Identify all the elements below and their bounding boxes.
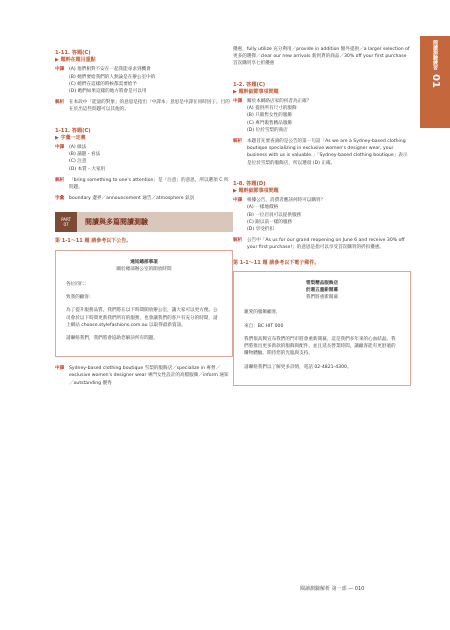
option-b: (B) 一位店員可以提供服務	[247, 212, 302, 218]
side-tab-label: 閱讀測驗練習	[432, 40, 438, 70]
left-column	[55, 46, 233, 387]
email-box	[233, 271, 411, 386]
question-subhead: ▶ 題幹細節事項問題	[233, 88, 279, 95]
question-range-label: 第 1-1〜11 題 請參考以下電子郵件。	[233, 259, 320, 266]
explanation-block	[233, 237, 411, 251]
option-a: (A) 做法	[69, 145, 87, 151]
option-b: (B) 議題・看法	[69, 152, 101, 158]
email-closing: 請聯絡我們以了解更多詳情，電話 02-4821-4300。	[244, 364, 352, 370]
notice-body: 為了提升服務品質，我們將在以下時間開放辦公室，讓大家可以更方便。公司會於以下時間更新我們所有的服務，也會讓我們的客戶有充分的時間，請上網站 choose.stylefashions.com.au 以取得最新資訊。	[66, 308, 218, 328]
question-text: 關於本網路店家的何者為正確？	[247, 99, 312, 105]
translation-block	[233, 98, 411, 105]
option-c: (C) 跟以前一樣的服務	[247, 219, 293, 225]
side-tab-number: 01	[430, 74, 441, 88]
part-badge-number: 07	[63, 222, 69, 228]
translation-block	[55, 365, 233, 387]
notice-greeting: 致我的顧客：	[66, 295, 94, 301]
option-c: (C) 注意	[69, 159, 87, 165]
vocab-text: boundary 邊界／announcement 通告／atmosphere 氣氛	[69, 196, 195, 202]
translation-block	[55, 66, 233, 73]
option-d: (D) 享受折扣	[247, 227, 274, 233]
chapter-side-tab[interactable]	[420, 36, 450, 128]
question-head: 1-11. 答題(C)	[55, 127, 91, 134]
email-body: 我們很高興宣布我們的門市將會重新開幕，這是我們多年來的心血結晶。我們將推出更多新款的服飾與配件，並且延長營業時間，讓顧客能有更舒適的購物體驗。期待您的光臨與支持。	[244, 336, 396, 357]
part-badge	[55, 212, 77, 232]
explanation-block	[233, 138, 411, 167]
vocab-label: 字彙	[55, 196, 65, 202]
part-title: 閱讀與多篇閱讀測驗	[85, 217, 148, 226]
notice-box	[55, 250, 233, 358]
question-head: 1-8. 答題(D)	[233, 180, 266, 187]
page-footer: 閱讀測驗解析 第一部 — 010	[300, 586, 365, 592]
explanation-block	[55, 99, 233, 113]
explanation-block	[55, 177, 233, 191]
explanation-label: 解析	[55, 177, 65, 183]
question-subhead: ▶ 題幹在題目重點	[55, 57, 96, 64]
option-a: (A) 提供所有尺寸的服飾	[247, 106, 297, 112]
part-banner	[55, 212, 233, 232]
notice-closing: 請聯絡我們，我們將會協助您解決所有問題。	[66, 336, 158, 342]
translation-label: 中譯	[233, 198, 243, 204]
vocab-block	[55, 195, 233, 202]
right-column	[233, 46, 411, 394]
option-c: (C) 專門販售精品服飾	[247, 120, 293, 126]
translation-label: 中譯	[233, 99, 243, 105]
option-b: (B) 她們要給我們的人無論是在辦公室中的	[69, 74, 156, 80]
notice-title: 通知總部事項	[130, 259, 158, 265]
explanation-label: 解析	[55, 100, 65, 106]
translation-label: 中譯	[55, 145, 65, 151]
email-title: 雪梨精品服飾店	[305, 280, 339, 286]
question-subhead: ▶ 題幹細節事項問題	[233, 188, 279, 195]
explanation-text: 公告中「As us for our grand reopening on June 6 and receive 30% off your first purchase!」的意思是指可以享受首次購買的折扣優惠。	[247, 238, 405, 251]
translation-label: 中譯	[55, 67, 65, 73]
option-c: (C) 她們在這樣的時候都需要給予	[69, 81, 137, 87]
part-badge-label: PART	[61, 217, 71, 223]
option-a: (A) 一樣地價格	[247, 205, 279, 211]
notice-recipient: 各位同仁：	[66, 282, 89, 288]
translation-label: 中譯	[55, 366, 65, 372]
option-d: (D) 位於雪梨的商店	[247, 127, 288, 133]
email-recipient: 親愛的服飾顧客，	[244, 310, 281, 316]
option-b: (B) 只販售女性的服飾	[247, 113, 292, 119]
explanation-text: 在本段中「能量的對象」的意思是指出「中譯本」意思是中譯在同時因子。目的在於出這些問題可以其他的。	[69, 100, 230, 113]
option-a: (A) 他們相對不安在一起我能尋求到機會	[69, 67, 151, 73]
question-head: 1-11. 答題(C)	[55, 50, 91, 56]
question-subhead: ▶ 字彙一定義	[55, 134, 86, 141]
translation-block	[233, 197, 411, 204]
email-sender: 來自：BC HIT 000	[244, 323, 284, 329]
option-d: (D) 她們如果這樣的地方將會是可以用	[69, 89, 147, 95]
translation-block	[55, 144, 233, 151]
explanation-label: 解析	[233, 238, 243, 244]
email-subtitle: 於週五重新開幕	[305, 288, 339, 294]
question-text: 根據公告，消費者應該何時可以購買？	[247, 198, 326, 204]
translation-text: Sydney-based clothing boutique 雪梨的服飾店／specialize in 專營／exclusive women's designer wear 專門女性設計的高檔服飾／inform 通知／outstanding 優秀	[69, 366, 229, 386]
explanation-text: 本題首先要查詢的是公告的第一句話「As we are a Sydney-based clothing boutique specializing in exclusive women's designer wear, your business with us is valuable.」「Sydney-based clothing boutique」表示是位於雪梨的服飾店，所以選項 (D) 正確。	[247, 139, 408, 166]
question-range-label: 第 1-1〜11 題 請參考以下公告。	[55, 238, 132, 245]
notice-subtitle: 關於總部辦公室的開放時間	[116, 266, 172, 272]
question-head: 1-2. 答題(C)	[233, 81, 266, 88]
explanation-text: 「bring something to one's attention」是「注意」的意思，所以選項 C 所問題。	[69, 177, 229, 191]
continued-text: 優惠，fully utilize 充分利用／provide in addition 額外提供／a larger selection of 更多的選擇／clear our new arrivals 新到貨的商品／30% off your first purchase 首次購買享七折優惠	[233, 47, 410, 67]
email-subtitle-2: 我們將重新開幕	[305, 295, 339, 301]
option-d: (D) 本質・大家用	[69, 166, 106, 172]
explanation-label: 解析	[233, 139, 243, 145]
